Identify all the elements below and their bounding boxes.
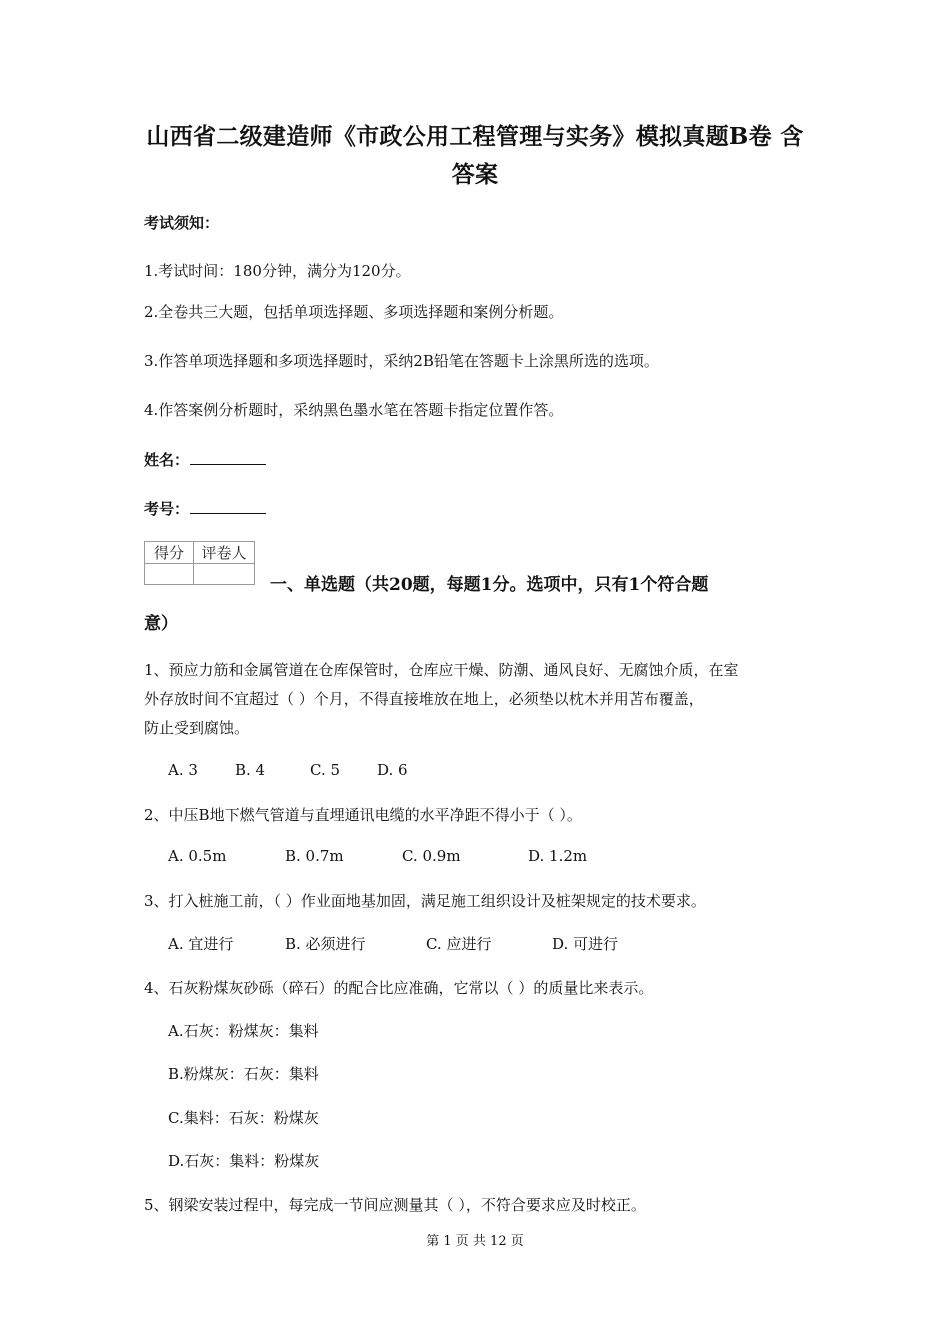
option[interactable]: D. 6 xyxy=(377,761,408,779)
score-table xyxy=(144,541,255,585)
question-options xyxy=(168,847,628,867)
section-title-continued: 意） xyxy=(144,614,178,634)
score-header: 得分 xyxy=(145,542,194,564)
name-label: 姓名： xyxy=(144,451,190,469)
section-title: 一、单选题（共20题，每题1分。选项中，只有1个符合题 xyxy=(270,575,709,595)
grader-header: 评卷人 xyxy=(194,542,255,564)
notice-heading: 考试须知： xyxy=(144,214,220,232)
question-text: 外存放时间不宜超过（ ）个月，不得直接堆放在地上，必须垫以枕木并用苫布覆盖， xyxy=(144,690,704,708)
option[interactable]: B. 必须进行 xyxy=(285,935,366,953)
option[interactable]: C. 0.9m xyxy=(402,847,461,865)
option[interactable]: B.粉煤灰：石灰：集料 xyxy=(168,1065,319,1083)
page-number-footer: 第 1 页 共 12 页 xyxy=(426,1234,524,1249)
question-text: 5、钢梁安装过程中，每完成一节间应测量其（ ），不符合要求应及时校正。 xyxy=(144,1196,646,1214)
option[interactable]: A. 宜进行 xyxy=(168,935,234,953)
option[interactable]: C. 应进行 xyxy=(426,935,492,953)
option[interactable]: D.石灰：集料：粉煤灰 xyxy=(168,1152,320,1170)
option[interactable]: B. 4 xyxy=(235,761,266,779)
option[interactable]: D. 可进行 xyxy=(552,935,619,953)
score-cell[interactable] xyxy=(145,564,194,585)
question-text: 3、打入桩施工前，（ ）作业面地基加固，满足施工组织设计及桩架规定的技术要求。 xyxy=(144,892,706,910)
option[interactable]: A. 0.5m xyxy=(168,847,227,865)
notice-item: 2.全卷共三大题，包括单项选择题、多项选择题和案例分析题。 xyxy=(144,303,564,321)
document-title: 山西省二级建造师《市政公用工程管理与实务》模拟真题B卷 含答案 xyxy=(146,123,804,188)
option[interactable]: D. 1.2m xyxy=(528,847,588,865)
question-options xyxy=(168,761,468,781)
exam-id-field[interactable] xyxy=(144,498,266,519)
exam-id-blank-line[interactable] xyxy=(190,499,266,514)
option[interactable]: C.集料：石灰：粉煤灰 xyxy=(168,1109,319,1127)
name-field[interactable] xyxy=(144,449,266,470)
notice-item: 3.作答单项选择题和多项选择题时，采纳2B铅笔在答题卡上涂黑所选的选项。 xyxy=(144,352,659,370)
question-text: 4、石灰粉煤灰砂砾（碎石）的配合比应准确，它常以（ ）的质量比来表示。 xyxy=(144,979,654,997)
exam-id-label: 考号： xyxy=(144,500,190,518)
grader-cell[interactable] xyxy=(194,564,255,585)
notice-item: 1.考试时间：180分钟，满分为120分。 xyxy=(144,262,411,280)
question-text: 1、预应力筋和金属管道在仓库保管时，仓库应干燥、防潮、通风良好、无腐蚀介质，在室 xyxy=(144,661,739,679)
question-text: 防止受到腐蚀。 xyxy=(144,719,250,737)
option[interactable]: A. 3 xyxy=(168,761,198,779)
notice-item: 4.作答案例分析题时，采纳黑色墨水笔在答题卡指定位置作答。 xyxy=(144,401,564,419)
option[interactable]: B. 0.7m xyxy=(285,847,344,865)
option[interactable]: C. 5 xyxy=(310,761,341,779)
option[interactable]: A.石灰：粉煤灰：集料 xyxy=(168,1022,319,1040)
question-text: 2、中压B地下燃气管道与直埋通讯电缆的水平净距不得小于（ ）。 xyxy=(144,806,582,824)
name-blank-line[interactable] xyxy=(190,450,266,465)
question-options xyxy=(168,933,648,953)
